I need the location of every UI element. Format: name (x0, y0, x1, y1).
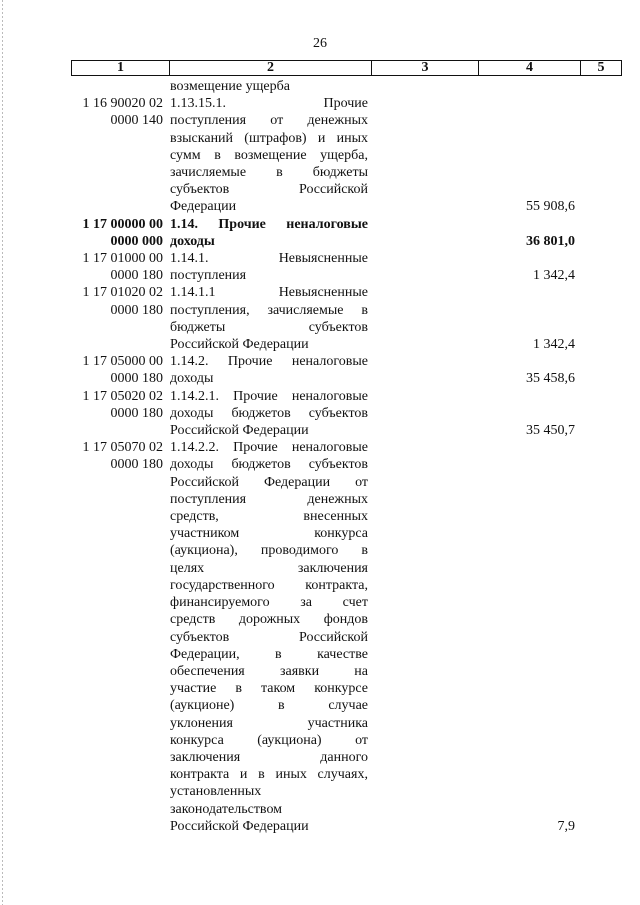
column-3-cell (368, 284, 475, 353)
table-row (71, 216, 620, 250)
budget-code-line: 0000 180 (110, 371, 163, 387)
income-description (166, 439, 368, 835)
budget-code-line: 1 17 05000 00 (82, 354, 163, 370)
description-line: Российской Федерации (170, 818, 309, 834)
income-description (166, 250, 368, 284)
table-row (71, 439, 620, 835)
header-col-5: 5 (597, 60, 605, 75)
description-line: средств, внесенных (170, 509, 368, 525)
budget-code-line: 1 17 01020 02 (82, 285, 163, 301)
budget-code (71, 439, 166, 835)
description-line: установленных (170, 784, 262, 800)
description-line: поступления (170, 268, 247, 284)
budget-code (71, 284, 166, 353)
column-3-cell (368, 95, 475, 215)
description-line: бюджеты субъектов (170, 319, 368, 335)
description-line: взысканий (штрафов) и иных (170, 130, 368, 146)
budget-code-line: 1 16 90020 02 (82, 96, 163, 112)
budget-code-line: 1 17 01000 00 (82, 251, 163, 267)
amount-value: 1 342,4 (533, 337, 575, 353)
header-col-3: 3 (372, 61, 479, 75)
description-line: доходы (170, 371, 214, 387)
description-line: государственного контракта, (170, 577, 368, 593)
description-line: 1.14.1. Невыясненные (170, 251, 368, 267)
table-row (71, 284, 620, 353)
description-line: 1.14.2. Прочие неналоговые (170, 354, 368, 370)
description-line: 1.14.1.1 Невыясненные (170, 285, 368, 301)
description-line: сумм в возмещение ущерба, (170, 147, 368, 163)
budget-code-line: 0000 180 (110, 405, 163, 421)
description-line: обеспечения заявки на (170, 663, 368, 679)
description-line: 1.14.2.2. Прочие неналоговые (170, 440, 368, 456)
description-line: доходы бюджетов субъектов (170, 405, 368, 421)
budget-code-line: 0000 180 (110, 457, 163, 473)
amount-value: 1 342,4 (533, 268, 575, 284)
budget-code-line: 0000 000 (110, 233, 163, 249)
budget-code (71, 95, 166, 215)
table-row (71, 95, 620, 215)
description-line: Российской Федерации (170, 337, 309, 353)
budget-code-line: 1 17 05020 02 (82, 388, 163, 404)
column-3-cell (368, 439, 475, 835)
description-line: заключения данного (170, 749, 368, 765)
column-3-cell (368, 388, 475, 440)
income-description (166, 95, 368, 215)
description-line: участником конкурса (170, 526, 368, 542)
budget-code (71, 78, 166, 95)
description-line: (аукционе) в случае (170, 698, 368, 714)
amount-value: 55 908,6 (526, 199, 575, 215)
description-line: поступления денежных (170, 491, 368, 507)
income-description (166, 284, 368, 353)
description-line: возмещение ущерба (170, 79, 290, 94)
budget-code (71, 250, 166, 284)
description-line: 1.14.2.1. Прочие неналоговые (170, 388, 368, 404)
table-row (71, 353, 620, 387)
description-line: финансируемого за счет (170, 595, 368, 611)
table-row (71, 388, 620, 440)
description-line: Федерации, в качестве (170, 646, 368, 662)
income-description (166, 388, 368, 440)
description-line: доходы (170, 233, 215, 249)
amount-value: 36 801,0 (526, 233, 575, 249)
column-3-cell (368, 250, 475, 284)
description-line: 1.14. Прочие неналоговые (170, 216, 368, 232)
budget-code (71, 388, 166, 440)
description-line: участие в таком конкурсе (170, 681, 368, 697)
budget-code-line: 0000 180 (110, 268, 163, 284)
income-description (166, 353, 368, 387)
header-col-4: 4 (479, 61, 581, 75)
description-line: контракта и в иных случаях, (170, 767, 368, 783)
description-line: Российской Федерации (170, 423, 309, 439)
budget-code-line: 0000 180 (110, 302, 163, 318)
description-line: доходы бюджетов субъектов (170, 457, 368, 473)
budget-code (71, 353, 166, 387)
amount-value: 35 450,7 (526, 423, 575, 439)
description-line: поступления от денежных (170, 113, 368, 129)
budget-code-line: 1 17 00000 00 (82, 216, 163, 232)
description-line: законодательством (170, 801, 283, 817)
description-line: субъектов Российской (170, 182, 368, 198)
description-line: зачисляемые в бюджеты (170, 165, 368, 181)
table-row (71, 250, 620, 284)
description-line: конкурса (аукциона) от (170, 732, 368, 748)
budget-code (71, 216, 166, 250)
budget-code-line: 0000 140 (110, 113, 163, 129)
column-3-cell (368, 78, 475, 95)
header-col-2: 2 (170, 61, 372, 75)
column-3-cell (368, 216, 475, 250)
description-line: целях заключения (170, 560, 368, 576)
scan-edge (2, 0, 3, 905)
amount-value: 35 458,6 (526, 371, 575, 387)
amount-value: 7,9 (557, 818, 575, 834)
income-description (166, 216, 368, 250)
description-line: уклонения участника (170, 715, 368, 731)
description-line: Российской Федерации от (170, 474, 368, 490)
description-line: субъектов Российской (170, 629, 368, 645)
page-number: 26 (313, 36, 327, 51)
column-3-cell (368, 353, 475, 387)
description-line: поступления, зачисляемые в (170, 302, 368, 318)
budget-code-line: 1 17 05070 02 (82, 440, 163, 456)
header-col-1: 1 (72, 61, 170, 75)
description-line: 1.13.15.1. Прочие (170, 96, 368, 112)
table-row (71, 78, 620, 95)
table-header (71, 60, 622, 76)
table-body (71, 78, 620, 835)
income-description (166, 78, 368, 95)
description-line: средств дорожных фондов (170, 612, 368, 628)
description-line: Федерации (170, 199, 237, 215)
description-line: (аукциона), проводимого в (170, 543, 368, 559)
